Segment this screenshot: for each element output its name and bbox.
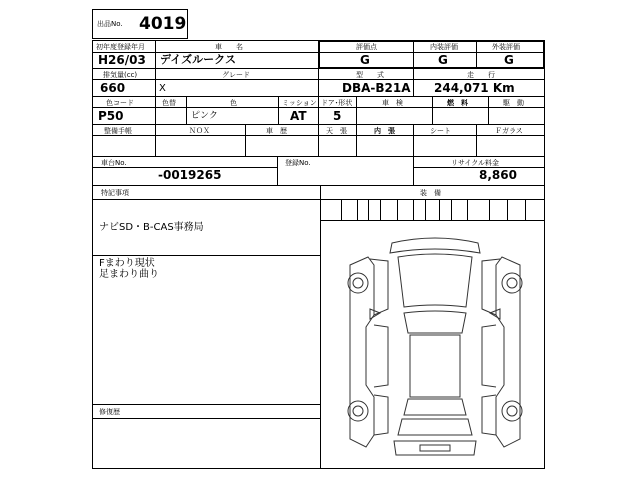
- inner-panel-label: 内 張: [374, 127, 395, 135]
- registration-label: 登録No.: [285, 159, 311, 167]
- displacement-label: 排気量(cc): [103, 71, 138, 79]
- type-value: DBA-B21A: [342, 81, 411, 95]
- lot-number: 4019: [139, 14, 187, 34]
- color-change-label: 色替: [162, 99, 176, 107]
- chassis-label: 車台No.: [101, 159, 127, 167]
- equipment-grid: [320, 199, 545, 221]
- door-label: ドア･形状: [321, 99, 353, 107]
- year-label: 初年度登録年月: [96, 43, 145, 51]
- mission-value: AT: [290, 109, 307, 123]
- mission-label: ミッション: [282, 99, 317, 107]
- maintenance-book-label: 整備手帳: [104, 127, 132, 135]
- color-code-label: 色コード: [106, 99, 134, 107]
- nox-label: ＮＯＸ: [189, 127, 210, 135]
- drive-label: 駆 動: [503, 99, 524, 107]
- grade-label: グレード: [222, 71, 250, 79]
- grade-value: X: [159, 83, 166, 94]
- color-label: 色: [230, 99, 237, 107]
- year-value: H26/03: [98, 53, 146, 67]
- car-damage-diagram: [340, 235, 530, 460]
- lot-number-box: [92, 9, 188, 39]
- seat-label: シート: [430, 127, 451, 135]
- score-value: G: [360, 53, 370, 67]
- type-label: 型 式: [356, 71, 384, 79]
- history-label: 車 歴: [266, 127, 287, 135]
- score-label: 評価点: [356, 43, 377, 51]
- chassis-value: -0019265: [158, 168, 222, 182]
- recycle-label: リサイクル料金: [451, 159, 500, 167]
- ceiling-label: 天 張: [326, 127, 347, 135]
- recycle-value: 8,860: [479, 168, 517, 182]
- fuel-label: 燃 料: [447, 99, 468, 107]
- special-notes-label: 特記事項: [101, 189, 129, 197]
- model-label: 車 名: [215, 43, 243, 51]
- front-glass-label: Ｆガラス: [495, 127, 523, 135]
- interior-score-value: G: [438, 53, 448, 67]
- mileage-label: 走 行: [467, 71, 495, 79]
- color-value: ピンク: [191, 111, 218, 121]
- inspection-label: 車 検: [382, 99, 403, 107]
- interior-score-label: 内装評価: [430, 43, 458, 51]
- color-code-value: P50: [98, 109, 124, 123]
- exterior-score-value: G: [504, 53, 514, 67]
- exterior-score-label: 外装評価: [492, 43, 520, 51]
- door-value: 5: [333, 109, 342, 123]
- lot-label: 出品No.: [97, 20, 123, 28]
- special-notes-value: ナビSD・B-CAS事務局: [99, 222, 204, 233]
- equipment-label: 装 備: [420, 189, 441, 197]
- mileage-value: 244,071 Km: [434, 81, 515, 95]
- remarks-line-1: Fまわり現状: [99, 258, 155, 269]
- repair-history-label: 修復歴: [99, 408, 120, 416]
- remarks-line-2: 足まわり曲り: [99, 269, 159, 280]
- model-value: デイズルークス: [160, 53, 237, 66]
- displacement-value: 660: [100, 81, 126, 95]
